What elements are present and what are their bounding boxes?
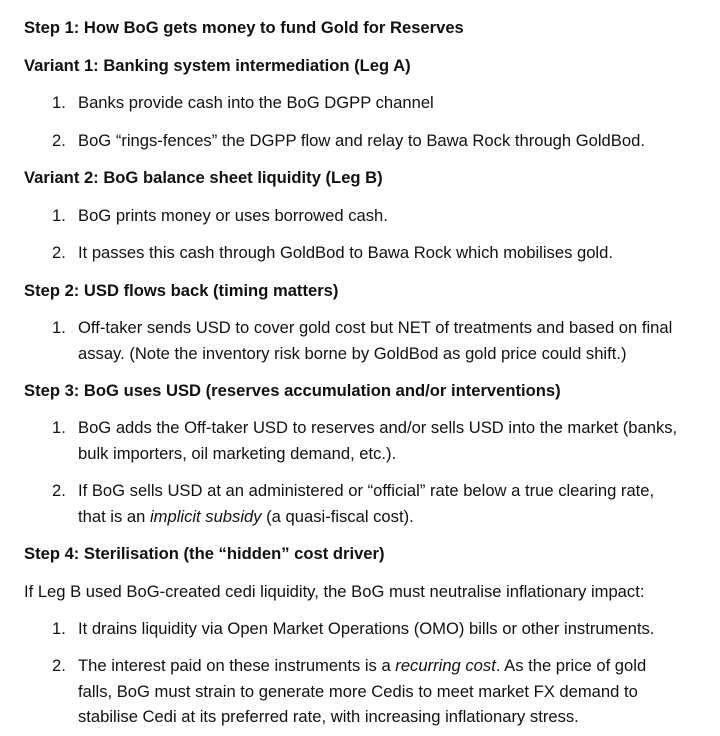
list-number: 1. (52, 206, 66, 225)
list-number: 1. (52, 318, 66, 337)
list-text: It drains liquidity via Open Market Operations (OMO) bills or other instruments. (78, 619, 655, 638)
text-run: that is an (78, 507, 150, 526)
list-text-line: falls, BoG must strain to generate more Cedis to meet market FX demand to (78, 682, 638, 701)
list-number: 2. (52, 131, 66, 150)
step4-heading: Step 4: Sterilisation (the “hidden” cost driver) (24, 544, 385, 563)
variant2-heading: Variant 2: BoG balance sheet liquidity (Leg B) (24, 168, 383, 187)
list-number: 2. (52, 243, 66, 262)
list-text-line (78, 504, 710, 530)
list-text-line: BoG adds the Off-taker USD to reserves and/or sells USD into the market (banks, (78, 418, 678, 437)
list-text: BoG “rings-fences” the DGPP flow and relay to Bawa Rock through GoldBod. (78, 131, 645, 150)
step3-heading: Step 3: BoG uses USD (reserves accumulation and/or interventions) (24, 381, 561, 400)
list-text-line: Off-taker sends USD to cover gold cost but NET of treatments and based on final (78, 318, 673, 337)
list-text-line: bulk importers, oil marketing demand, etc.). (78, 444, 397, 463)
list-text-line: If BoG sells USD at an administered or “official” rate below a true clearing rate, (78, 481, 655, 500)
list-text-line (78, 653, 710, 679)
list-number: 1. (52, 93, 66, 112)
step4-intro: If Leg B used BoG-created cedi liquidity, the BoG must neutralise inflationary impact: (24, 582, 645, 601)
list-number: 2. (52, 481, 66, 500)
emphasis-text: implicit subsidy (149, 507, 262, 526)
list-text: Banks provide cash into the BoG DGPP channel (78, 93, 434, 112)
variant1-heading: Variant 1: Banking system intermediation (Leg A) (24, 56, 411, 75)
list-text-line: stabilise Cedi at its preferred rate, with increasing inflationary stress. (78, 707, 579, 726)
list-text: BoG prints money or uses borrowed cash. (78, 206, 388, 225)
text-run: The interest paid on these instruments is a (78, 656, 396, 675)
list-number: 1. (52, 418, 66, 437)
list-text-line: assay. (Note the inventory risk borne by GoldBod as gold price could shift.) (78, 344, 627, 363)
list-number: 2. (52, 656, 66, 675)
text-run: (a quasi-fiscal cost). (261, 507, 414, 526)
list-number: 1. (52, 619, 66, 638)
emphasis-text: recurring cost (395, 656, 496, 675)
list-text: It passes this cash through GoldBod to Bawa Rock which mobilises gold. (78, 243, 613, 262)
step1-heading: Step 1: How BoG gets money to fund Gold for Reserves (24, 18, 464, 37)
step2-heading: Step 2: USD flows back (timing matters) (24, 281, 339, 300)
text-run: . As the price of gold (495, 656, 647, 675)
